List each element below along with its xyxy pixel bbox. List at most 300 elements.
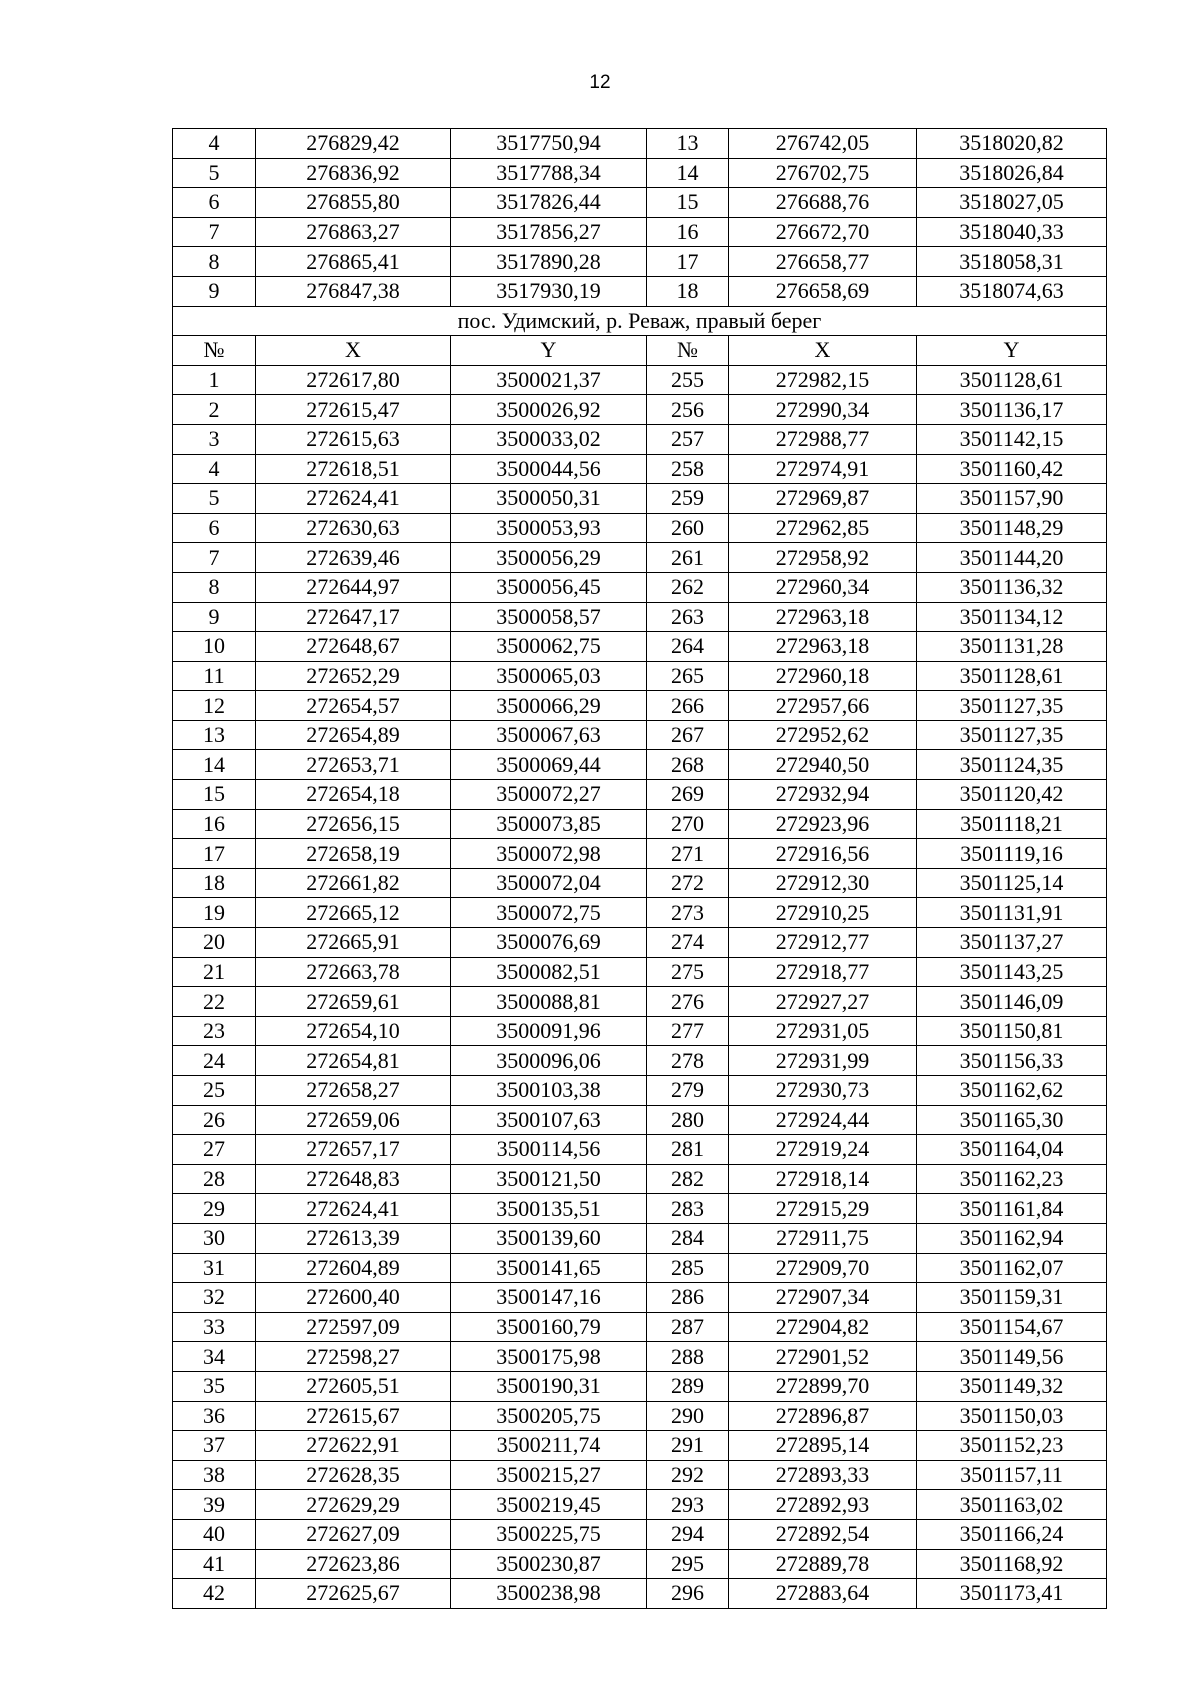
y-left-cell: 3500056,29 <box>451 543 647 573</box>
y-right-cell: 3501156,33 <box>917 1046 1107 1076</box>
point-number-right-cell: 292 <box>647 1460 729 1490</box>
x-right-cell: 272932,94 <box>729 780 917 810</box>
x-right-cell: 272927,27 <box>729 987 917 1017</box>
column-header: X <box>729 336 917 366</box>
x-right-cell: 272982,15 <box>729 365 917 395</box>
point-number-left-cell: 35 <box>173 1371 256 1401</box>
point-number-left-cell: 39 <box>173 1490 256 1520</box>
y-left-cell: 3517788,34 <box>451 158 647 188</box>
point-number-right-cell: 258 <box>647 454 729 484</box>
y-right-cell: 3501163,02 <box>917 1490 1107 1520</box>
y-right-cell: 3501160,42 <box>917 454 1107 484</box>
x-right-cell: 272915,29 <box>729 1194 917 1224</box>
x-left-cell: 272659,61 <box>256 987 451 1017</box>
table-row <box>173 1194 1107 1224</box>
y-left-cell: 3500069,44 <box>451 750 647 780</box>
x-left-cell: 272625,67 <box>256 1579 451 1609</box>
point-number-right-cell: 296 <box>647 1579 729 1609</box>
y-left-cell: 3500072,98 <box>451 839 647 869</box>
point-number-right-cell: 261 <box>647 543 729 573</box>
x-left-cell: 272627,09 <box>256 1519 451 1549</box>
point-number-right-cell: 256 <box>647 395 729 425</box>
y-left-cell: 3500190,31 <box>451 1371 647 1401</box>
y-left-cell: 3500121,50 <box>451 1164 647 1194</box>
y-right-cell: 3501136,32 <box>917 572 1107 602</box>
x-right-cell: 272904,82 <box>729 1312 917 1342</box>
table-row <box>173 1549 1107 1579</box>
x-right-cell: 272899,70 <box>729 1371 917 1401</box>
y-right-cell: 3501144,20 <box>917 543 1107 573</box>
x-right-cell: 272969,87 <box>729 484 917 514</box>
x-right-cell: 272960,18 <box>729 661 917 691</box>
table-row <box>173 1401 1107 1431</box>
point-number-left-cell: 23 <box>173 1016 256 1046</box>
point-number-left-cell: 41 <box>173 1549 256 1579</box>
point-number-left-cell: 7 <box>173 543 256 573</box>
table-row <box>173 276 1107 306</box>
table-row <box>173 1371 1107 1401</box>
table-row <box>173 1253 1107 1283</box>
point-number-right-cell: 272 <box>647 868 729 898</box>
table-row <box>173 484 1107 514</box>
point-number-right-cell: 13 <box>647 129 729 159</box>
x-left-cell: 272658,19 <box>256 839 451 869</box>
point-number-left-cell: 7 <box>173 217 256 247</box>
point-number-right-cell: 14 <box>647 158 729 188</box>
point-number-left-cell: 14 <box>173 750 256 780</box>
point-number-left-cell: 13 <box>173 720 256 750</box>
page-number: 12 <box>589 72 611 93</box>
point-number-left-cell: 19 <box>173 898 256 928</box>
y-left-cell: 3500141,65 <box>451 1253 647 1283</box>
y-right-cell: 3518058,31 <box>917 247 1107 277</box>
table-row <box>173 928 1107 958</box>
table-row <box>173 513 1107 543</box>
table-row <box>173 1164 1107 1194</box>
y-right-cell: 3501166,24 <box>917 1519 1107 1549</box>
point-number-left-cell: 5 <box>173 484 256 514</box>
y-right-cell: 3518020,82 <box>917 129 1107 159</box>
y-left-cell: 3500062,75 <box>451 632 647 662</box>
point-number-right-cell: 269 <box>647 780 729 810</box>
point-number-right-cell: 276 <box>647 987 729 1017</box>
x-left-cell: 272654,10 <box>256 1016 451 1046</box>
x-right-cell: 272974,91 <box>729 454 917 484</box>
x-right-cell: 272960,34 <box>729 572 917 602</box>
y-right-cell: 3501131,91 <box>917 898 1107 928</box>
x-right-cell: 272910,25 <box>729 898 917 928</box>
x-left-cell: 272658,27 <box>256 1076 451 1106</box>
table-row <box>173 1342 1107 1372</box>
x-right-cell: 272909,70 <box>729 1253 917 1283</box>
table-row <box>173 661 1107 691</box>
point-number-left-cell: 16 <box>173 809 256 839</box>
x-right-cell: 272893,33 <box>729 1460 917 1490</box>
y-right-cell: 3501127,35 <box>917 691 1107 721</box>
table-row <box>173 365 1107 395</box>
table-row <box>173 780 1107 810</box>
y-left-cell: 3517856,27 <box>451 217 647 247</box>
x-right-cell: 272924,44 <box>729 1105 917 1135</box>
point-number-right-cell: 274 <box>647 928 729 958</box>
table-row <box>173 1135 1107 1165</box>
x-right-cell: 272883,64 <box>729 1579 917 1609</box>
x-left-cell: 272605,51 <box>256 1371 451 1401</box>
table-row <box>173 1490 1107 1520</box>
point-number-right-cell: 290 <box>647 1401 729 1431</box>
point-number-left-cell: 11 <box>173 661 256 691</box>
point-number-right-cell: 271 <box>647 839 729 869</box>
section-title-row <box>173 306 1107 336</box>
x-left-cell: 272652,29 <box>256 661 451 691</box>
y-left-cell: 3500072,27 <box>451 780 647 810</box>
table-row <box>173 247 1107 277</box>
y-left-cell: 3500088,81 <box>451 987 647 1017</box>
x-left-cell: 276865,41 <box>256 247 451 277</box>
y-right-cell: 3501154,67 <box>917 1312 1107 1342</box>
y-left-cell: 3500072,75 <box>451 898 647 928</box>
point-number-right-cell: 284 <box>647 1223 729 1253</box>
point-number-left-cell: 21 <box>173 957 256 987</box>
x-left-cell: 272613,39 <box>256 1223 451 1253</box>
x-left-cell: 272654,57 <box>256 691 451 721</box>
point-number-right-cell: 267 <box>647 720 729 750</box>
point-number-left-cell: 4 <box>173 129 256 159</box>
point-number-right-cell: 259 <box>647 484 729 514</box>
x-right-cell: 276658,77 <box>729 247 917 277</box>
x-left-cell: 272622,91 <box>256 1431 451 1461</box>
table-row <box>173 632 1107 662</box>
y-right-cell: 3501157,11 <box>917 1460 1107 1490</box>
table-row <box>173 1076 1107 1106</box>
y-left-cell: 3500147,16 <box>451 1283 647 1313</box>
point-number-right-cell: 288 <box>647 1342 729 1372</box>
x-right-cell: 276688,76 <box>729 188 917 218</box>
x-left-cell: 272647,17 <box>256 602 451 632</box>
x-left-cell: 276836,92 <box>256 158 451 188</box>
point-number-right-cell: 283 <box>647 1194 729 1224</box>
y-left-cell: 3500139,60 <box>451 1223 647 1253</box>
point-number-right-cell: 16 <box>647 217 729 247</box>
table-row <box>173 602 1107 632</box>
y-right-cell: 3501162,62 <box>917 1076 1107 1106</box>
x-left-cell: 272665,91 <box>256 928 451 958</box>
x-right-cell: 272896,87 <box>729 1401 917 1431</box>
x-right-cell: 272901,52 <box>729 1342 917 1372</box>
table-row <box>173 543 1107 573</box>
point-number-right-cell: 260 <box>647 513 729 543</box>
table-row <box>173 868 1107 898</box>
y-right-cell: 3501128,61 <box>917 661 1107 691</box>
x-right-cell: 272919,24 <box>729 1135 917 1165</box>
x-right-cell: 272892,93 <box>729 1490 917 1520</box>
point-number-right-cell: 275 <box>647 957 729 987</box>
table-row <box>173 454 1107 484</box>
y-left-cell: 3500219,45 <box>451 1490 647 1520</box>
x-left-cell: 276863,27 <box>256 217 451 247</box>
point-number-left-cell: 24 <box>173 1046 256 1076</box>
point-number-left-cell: 8 <box>173 572 256 602</box>
point-number-left-cell: 17 <box>173 839 256 869</box>
y-left-cell: 3500103,38 <box>451 1076 647 1106</box>
x-left-cell: 272657,17 <box>256 1135 451 1165</box>
point-number-right-cell: 257 <box>647 424 729 454</box>
y-left-cell: 3517930,19 <box>451 276 647 306</box>
point-number-right-cell: 18 <box>647 276 729 306</box>
point-number-left-cell: 8 <box>173 247 256 277</box>
table-row <box>173 691 1107 721</box>
y-right-cell: 3501164,04 <box>917 1135 1107 1165</box>
table-row <box>173 839 1107 869</box>
point-number-right-cell: 282 <box>647 1164 729 1194</box>
point-number-left-cell: 34 <box>173 1342 256 1372</box>
y-left-cell: 3517750,94 <box>451 129 647 159</box>
x-left-cell: 272648,67 <box>256 632 451 662</box>
x-left-cell: 272648,83 <box>256 1164 451 1194</box>
x-left-cell: 272615,47 <box>256 395 451 425</box>
point-number-left-cell: 3 <box>173 424 256 454</box>
y-left-cell: 3500160,79 <box>451 1312 647 1342</box>
point-number-left-cell: 6 <box>173 513 256 543</box>
point-number-left-cell: 31 <box>173 1253 256 1283</box>
y-left-cell: 3500175,98 <box>451 1342 647 1372</box>
table-row <box>173 1460 1107 1490</box>
point-number-right-cell: 270 <box>647 809 729 839</box>
x-left-cell: 272600,40 <box>256 1283 451 1313</box>
point-number-right-cell: 294 <box>647 1519 729 1549</box>
y-right-cell: 3501150,81 <box>917 1016 1107 1046</box>
section-title: пос. Удимский, р. Реваж, правый берег <box>173 306 1107 336</box>
y-right-cell: 3501162,07 <box>917 1253 1107 1283</box>
y-left-cell: 3500096,06 <box>451 1046 647 1076</box>
y-left-cell: 3500091,96 <box>451 1016 647 1046</box>
x-right-cell: 272911,75 <box>729 1223 917 1253</box>
x-left-cell: 272629,29 <box>256 1490 451 1520</box>
x-right-cell: 272912,77 <box>729 928 917 958</box>
point-number-left-cell: 28 <box>173 1164 256 1194</box>
y-left-cell: 3500053,93 <box>451 513 647 543</box>
table-row <box>173 129 1107 159</box>
y-left-cell: 3500033,02 <box>451 424 647 454</box>
y-right-cell: 3518074,63 <box>917 276 1107 306</box>
y-right-cell: 3501119,16 <box>917 839 1107 869</box>
x-left-cell: 272623,86 <box>256 1549 451 1579</box>
x-right-cell: 276672,70 <box>729 217 917 247</box>
y-left-cell: 3500114,56 <box>451 1135 647 1165</box>
x-right-cell: 272889,78 <box>729 1549 917 1579</box>
y-left-cell: 3500072,04 <box>451 868 647 898</box>
table-row <box>173 217 1107 247</box>
point-number-right-cell: 278 <box>647 1046 729 1076</box>
x-right-cell: 272923,96 <box>729 809 917 839</box>
table-row <box>173 572 1107 602</box>
x-left-cell: 276855,80 <box>256 188 451 218</box>
y-right-cell: 3501146,09 <box>917 987 1107 1017</box>
y-right-cell: 3501150,03 <box>917 1401 1107 1431</box>
x-right-cell: 272918,14 <box>729 1164 917 1194</box>
y-right-cell: 3501120,42 <box>917 780 1107 810</box>
y-right-cell: 3501173,41 <box>917 1579 1107 1609</box>
x-left-cell: 272615,67 <box>256 1401 451 1431</box>
point-number-right-cell: 265 <box>647 661 729 691</box>
table-row <box>173 424 1107 454</box>
x-right-cell: 272912,30 <box>729 868 917 898</box>
y-right-cell: 3501162,94 <box>917 1223 1107 1253</box>
point-number-right-cell: 277 <box>647 1016 729 1046</box>
point-number-left-cell: 27 <box>173 1135 256 1165</box>
x-right-cell: 276742,05 <box>729 129 917 159</box>
x-left-cell: 272654,81 <box>256 1046 451 1076</box>
y-left-cell: 3500065,03 <box>451 661 647 691</box>
point-number-left-cell: 29 <box>173 1194 256 1224</box>
table-row <box>173 158 1107 188</box>
point-number-left-cell: 2 <box>173 395 256 425</box>
y-right-cell: 3501124,35 <box>917 750 1107 780</box>
y-right-cell: 3501168,92 <box>917 1549 1107 1579</box>
point-number-right-cell: 263 <box>647 602 729 632</box>
table-row <box>173 957 1107 987</box>
x-right-cell: 272931,99 <box>729 1046 917 1076</box>
y-right-cell: 3518027,05 <box>917 188 1107 218</box>
x-left-cell: 272665,12 <box>256 898 451 928</box>
point-number-right-cell: 285 <box>647 1253 729 1283</box>
x-right-cell: 272907,34 <box>729 1283 917 1313</box>
x-right-cell: 272918,77 <box>729 957 917 987</box>
y-right-cell: 3501137,27 <box>917 928 1107 958</box>
x-left-cell: 272604,89 <box>256 1253 451 1283</box>
point-number-right-cell: 268 <box>647 750 729 780</box>
x-right-cell: 272930,73 <box>729 1076 917 1106</box>
table-row <box>173 1431 1107 1461</box>
y-right-cell: 3501118,21 <box>917 809 1107 839</box>
y-left-cell: 3500073,85 <box>451 809 647 839</box>
y-right-cell: 3501162,23 <box>917 1164 1107 1194</box>
y-right-cell: 3501136,17 <box>917 395 1107 425</box>
x-left-cell: 272624,41 <box>256 484 451 514</box>
x-left-cell: 272663,78 <box>256 957 451 987</box>
table-header-row <box>173 336 1107 366</box>
x-left-cell: 276829,42 <box>256 129 451 159</box>
x-right-cell: 272895,14 <box>729 1431 917 1461</box>
point-number-right-cell: 279 <box>647 1076 729 1106</box>
x-right-cell: 272963,18 <box>729 602 917 632</box>
y-left-cell: 3500215,27 <box>451 1460 647 1490</box>
table-row <box>173 1105 1107 1135</box>
y-right-cell: 3501157,90 <box>917 484 1107 514</box>
y-right-cell: 3501152,23 <box>917 1431 1107 1461</box>
point-number-right-cell: 17 <box>647 247 729 277</box>
point-number-right-cell: 262 <box>647 572 729 602</box>
table-row <box>173 809 1107 839</box>
y-left-cell: 3500225,75 <box>451 1519 647 1549</box>
x-right-cell: 272990,34 <box>729 395 917 425</box>
x-right-cell: 272957,66 <box>729 691 917 721</box>
point-number-left-cell: 42 <box>173 1579 256 1609</box>
y-left-cell: 3500230,87 <box>451 1549 647 1579</box>
y-right-cell: 3501134,12 <box>917 602 1107 632</box>
point-number-left-cell: 5 <box>173 158 256 188</box>
point-number-left-cell: 25 <box>173 1076 256 1106</box>
x-right-cell: 272892,54 <box>729 1519 917 1549</box>
y-right-cell: 3501149,56 <box>917 1342 1107 1372</box>
x-right-cell: 272963,18 <box>729 632 917 662</box>
point-number-left-cell: 20 <box>173 928 256 958</box>
point-number-left-cell: 9 <box>173 602 256 632</box>
y-right-cell: 3501128,61 <box>917 365 1107 395</box>
x-left-cell: 272639,46 <box>256 543 451 573</box>
point-number-right-cell: 295 <box>647 1549 729 1579</box>
table-row <box>173 987 1107 1017</box>
point-number-left-cell: 26 <box>173 1105 256 1135</box>
column-header: Y <box>451 336 647 366</box>
y-right-cell: 3501165,30 <box>917 1105 1107 1135</box>
point-number-right-cell: 281 <box>647 1135 729 1165</box>
y-right-cell: 3501148,29 <box>917 513 1107 543</box>
y-left-cell: 3517826,44 <box>451 188 647 218</box>
y-left-cell: 3500082,51 <box>451 957 647 987</box>
y-left-cell: 3500067,63 <box>451 720 647 750</box>
y-right-cell: 3501125,14 <box>917 868 1107 898</box>
x-right-cell: 276702,75 <box>729 158 917 188</box>
point-number-left-cell: 18 <box>173 868 256 898</box>
column-header: № <box>173 336 256 366</box>
y-left-cell: 3500066,29 <box>451 691 647 721</box>
point-number-left-cell: 33 <box>173 1312 256 1342</box>
point-number-left-cell: 36 <box>173 1401 256 1431</box>
point-number-left-cell: 32 <box>173 1283 256 1313</box>
y-left-cell: 3517890,28 <box>451 247 647 277</box>
x-left-cell: 272597,09 <box>256 1312 451 1342</box>
point-number-left-cell: 30 <box>173 1223 256 1253</box>
table-row <box>173 1312 1107 1342</box>
point-number-left-cell: 1 <box>173 365 256 395</box>
point-number-right-cell: 287 <box>647 1312 729 1342</box>
table-row <box>173 1046 1107 1076</box>
y-right-cell: 3518040,33 <box>917 217 1107 247</box>
point-number-right-cell: 273 <box>647 898 729 928</box>
point-number-left-cell: 12 <box>173 691 256 721</box>
x-left-cell: 272615,63 <box>256 424 451 454</box>
point-number-right-cell: 293 <box>647 1490 729 1520</box>
x-left-cell: 272617,80 <box>256 365 451 395</box>
y-right-cell: 3501127,35 <box>917 720 1107 750</box>
point-number-left-cell: 15 <box>173 780 256 810</box>
point-number-right-cell: 264 <box>647 632 729 662</box>
x-left-cell: 272661,82 <box>256 868 451 898</box>
point-number-left-cell: 4 <box>173 454 256 484</box>
x-left-cell: 272630,63 <box>256 513 451 543</box>
x-left-cell: 272598,27 <box>256 1342 451 1372</box>
table-row <box>173 898 1107 928</box>
point-number-right-cell: 255 <box>647 365 729 395</box>
table-row <box>173 720 1107 750</box>
y-left-cell: 3500026,92 <box>451 395 647 425</box>
table-row <box>173 750 1107 780</box>
x-left-cell: 272653,71 <box>256 750 451 780</box>
point-number-right-cell: 291 <box>647 1431 729 1461</box>
y-right-cell: 3501131,28 <box>917 632 1107 662</box>
y-right-cell: 3501159,31 <box>917 1283 1107 1313</box>
point-number-left-cell: 37 <box>173 1431 256 1461</box>
y-right-cell: 3518026,84 <box>917 158 1107 188</box>
x-right-cell: 272958,92 <box>729 543 917 573</box>
point-number-left-cell: 22 <box>173 987 256 1017</box>
y-right-cell: 3501142,15 <box>917 424 1107 454</box>
y-left-cell: 3500238,98 <box>451 1579 647 1609</box>
table-row <box>173 1283 1107 1313</box>
x-right-cell: 272988,77 <box>729 424 917 454</box>
point-number-left-cell: 10 <box>173 632 256 662</box>
